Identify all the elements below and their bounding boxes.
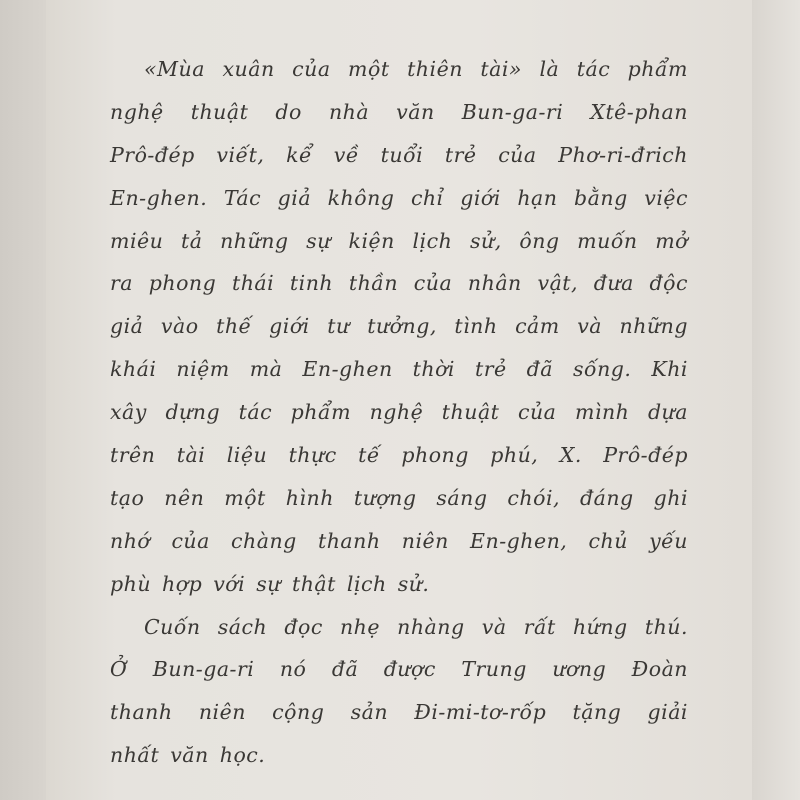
text-line: ra phong thái tinh thần của nhân vật, đưa độc	[110, 271, 688, 296]
text-line: nghệ thuật do nhà văn Bun-ga-ri Xtê-phan	[110, 99, 688, 124]
text-line: tạo nên một hình tượng sáng chói, đáng ghi	[110, 485, 688, 510]
text-line: thanh niên cộng sản Đi-mi-tơ-rốp tặng giải	[110, 700, 688, 725]
text-line: Cuốn sách đọc nhẹ nhàng và rất hứng thú.	[144, 614, 688, 639]
page-shadow-left	[0, 0, 46, 800]
text-line: «Mùa xuân của một thiên tài» là tác phẩm	[144, 57, 688, 81]
body-text	[110, 48, 688, 777]
text-line: miêu tả những sự kiện lịch sử, ông muốn mở	[110, 228, 688, 253]
text-line: Ở Bun-ga-ri nó đã được Trung ương Đoàn	[110, 657, 688, 682]
text-line: Prô-đép viết, kể về tuổi trẻ của Phơ-ri-đrich	[110, 142, 688, 167]
paragraph-1	[110, 48, 688, 606]
text-line: nhất văn học.	[110, 743, 266, 768]
text-line: giả vào thế giới tư tưởng, tình cảm và những	[110, 314, 688, 339]
text-line: En-ghen. Tác giả không chỉ giới hạn bằng việc	[110, 185, 688, 210]
page-shadow-right	[752, 0, 800, 800]
text-line: khái niệm mà En-ghen thời trẻ đã sống. Khi	[110, 357, 688, 382]
text-line: nhớ của chàng thanh niên En-ghen, chủ yếu	[110, 528, 688, 553]
text-line: phù hợp với sự thật lịch sử.	[110, 571, 430, 596]
text-line: xây dựng tác phẩm nghệ thuật của mình dựa	[110, 400, 688, 425]
text-line: trên tài liệu thực tế phong phú, X. Prô-đép	[110, 443, 688, 468]
paragraph-2	[110, 606, 688, 778]
